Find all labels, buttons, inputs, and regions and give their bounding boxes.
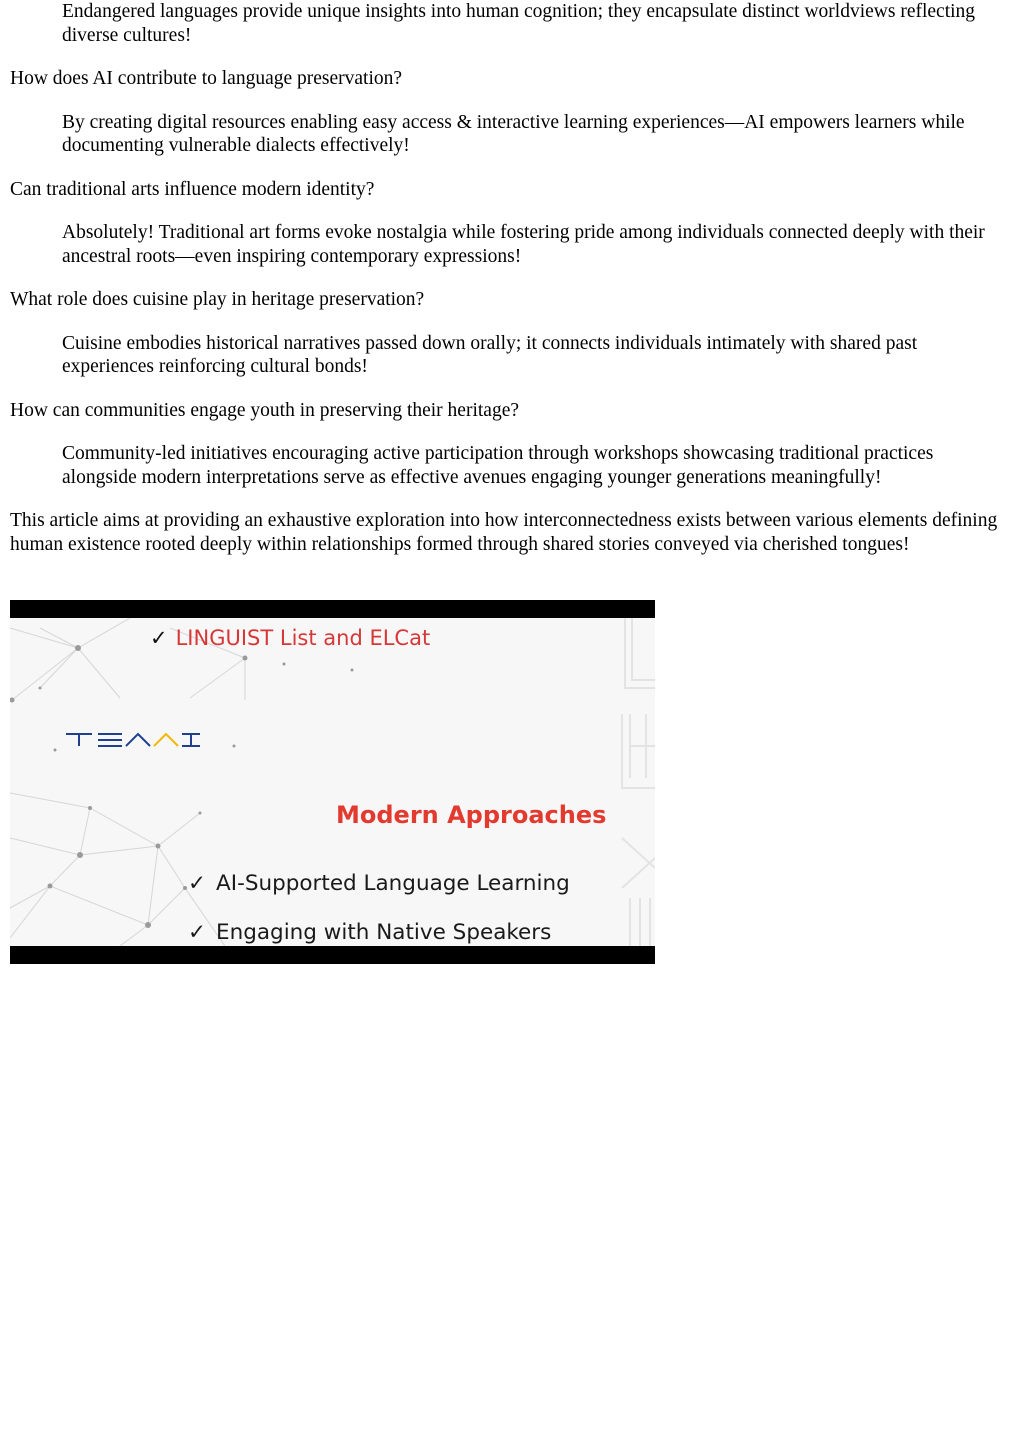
question-text: What role does cuisine play in heritage preservation?: [10, 289, 425, 310]
article-body: [10, 0, 1000, 556]
slide-item-ai-learning: [188, 872, 570, 896]
answer-text: Endangered languages provide unique insights into human cognition; they encapsulate distinct worldviews reflecting diverse cultures!: [62, 1, 976, 46]
slide-item-linguist-list: [150, 627, 430, 651]
checkmark-icon: ✓: [188, 871, 207, 896]
answer-text: Absolutely! Traditional art forms evoke nostalgia while fostering pride among individuals connected deeply with their ancestral roots—even inspiring contemporary expressions!: [62, 222, 985, 267]
network-background-graphic: [10, 618, 655, 946]
slide-item-label: AI-Supported Language Learning: [216, 871, 570, 896]
checkmark-icon: ✓: [188, 920, 207, 945]
slide-content: [10, 618, 655, 946]
slide-video-frame[interactable]: [10, 600, 655, 964]
slide-heading: Modern Approaches: [336, 801, 607, 829]
question-text: How does AI contribute to language preservation?: [10, 68, 403, 89]
slide-item-label: Engaging with Native Speakers: [216, 920, 552, 945]
slide-item-native-speakers: [188, 921, 551, 945]
tsaai-logo-icon: [66, 732, 200, 748]
answer-text: By creating digital resources enabling easy access & interactive learning experiences—AI empowers learners while documenting vulnerable dialects effectively!: [62, 111, 965, 156]
closing-paragraph: This article aims at providing an exhaustive exploration into how interconnectedness exists between various elements defining human existence rooted deeply within relationships formed through shared stories conveyed via cherished tongues!: [10, 510, 998, 555]
checkmark-icon: ✓: [150, 626, 168, 650]
answer-text: Cuisine embodies historical narratives passed down orally; it connects individuals intimately with shared past experiences reinforcing cultural bonds!: [62, 332, 918, 377]
question-text: Can traditional arts influence modern identity?: [10, 178, 375, 200]
slide-item-label: LINGUIST List and ELCat: [175, 626, 431, 650]
answer-text: Community-led initiatives encouraging active participation through workshops showcasing traditional practices alongside modern interpretations serve as effective avenues engaging younger generations meaningfully!: [62, 443, 934, 488]
question-text: How can communities engage youth in preserving their heritage?: [10, 399, 519, 421]
